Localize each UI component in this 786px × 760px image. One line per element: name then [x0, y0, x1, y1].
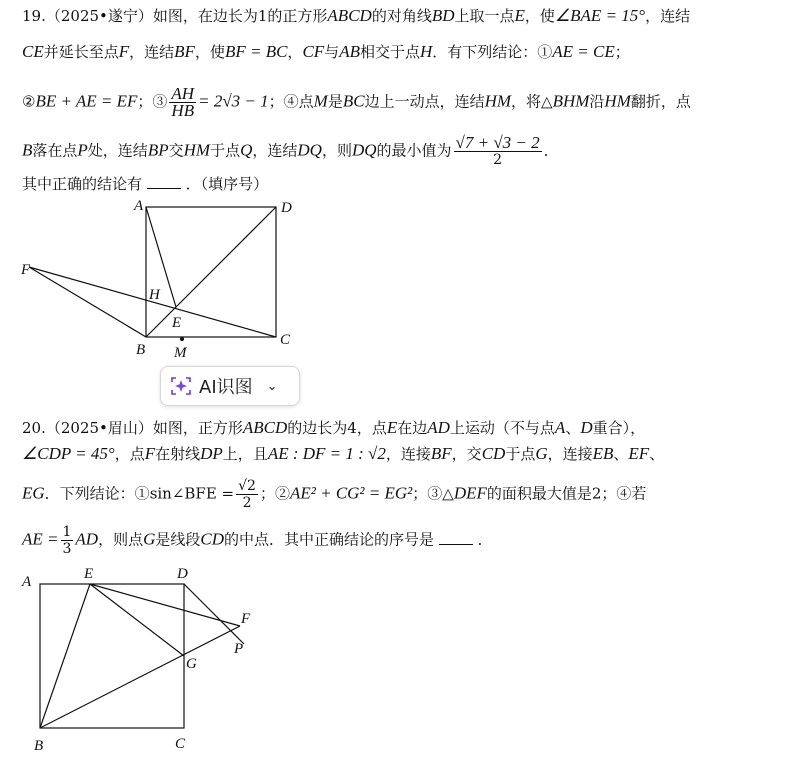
numerator: AH [171, 84, 195, 103]
text: ；③△ [412, 484, 454, 503]
math: M [313, 91, 328, 111]
q20-line-1 [22, 418, 645, 438]
label-e: E [84, 566, 94, 582]
q19-line-2 [22, 42, 630, 62]
math: BHM [552, 91, 590, 111]
denominator: HB [171, 101, 195, 120]
text: ，连结 [129, 43, 175, 61]
text: 并延长至点 [43, 43, 119, 61]
q19-line-4 [22, 135, 559, 168]
q20-line-3 [22, 478, 646, 511]
label-c: C [175, 736, 186, 752]
fraction-ah-hb [169, 86, 196, 119]
text: 与 [324, 43, 340, 61]
text: 的最小值为 [376, 141, 452, 160]
math: ∠CDP = 45° [22, 444, 115, 463]
math: P [77, 140, 88, 160]
math: BF [174, 42, 195, 61]
text: 19.（2025•遂宁）如图，在边长为1的正方形 [22, 7, 328, 25]
label-c: C [280, 332, 291, 348]
label-h: H [149, 287, 160, 303]
q20-line-2 [22, 444, 664, 464]
math: ∠BAE = 15° [554, 6, 646, 25]
text: 在射线 [155, 445, 201, 463]
text: ； [614, 43, 630, 61]
math: HM [484, 91, 512, 111]
text: ，将△ [511, 92, 553, 111]
text: ，连结 [645, 7, 691, 25]
label-d: D [177, 566, 188, 582]
math: ABCD [327, 6, 372, 25]
sparkle-icon [169, 374, 193, 398]
math: CD [481, 444, 506, 463]
text: ；③ [137, 92, 168, 111]
text: ． [543, 141, 559, 160]
text: 处，连结 [87, 141, 148, 160]
math: AE = CE [552, 42, 615, 61]
segment-fb [29, 267, 146, 337]
numerator: √7 + √3 − 2 [455, 133, 540, 152]
ai-button-label: AI识图 [199, 377, 253, 398]
denominator: 3 [62, 541, 72, 557]
math: DEF [453, 483, 487, 503]
text: 上运动（不与点 [449, 419, 555, 437]
label-b: B [34, 738, 44, 754]
text: 落在点 [32, 141, 78, 160]
text: 的对角线 [371, 7, 432, 25]
text: 翻折，点 [630, 92, 691, 111]
ai-recognize-button[interactable] [160, 366, 300, 406]
text: ．有下列结论：① [432, 43, 553, 61]
ray-dp [184, 584, 244, 644]
label-a: A [134, 198, 144, 214]
text: 其中正确的结论有 [22, 175, 143, 193]
math: F [144, 444, 156, 463]
q20-line-4 [22, 524, 493, 557]
math: = 2√3 − 1 [198, 91, 269, 111]
text: ，使 [194, 43, 225, 61]
text: ；④点 [268, 92, 314, 111]
text: ， [287, 43, 303, 61]
text: 、 [613, 445, 629, 463]
math: H [419, 42, 433, 61]
text: ，使 [524, 7, 555, 25]
text: ，连接 [385, 445, 431, 463]
text: 沿 [589, 92, 605, 111]
math: AE² + CG² = EG² [289, 483, 413, 503]
label-d: D [281, 200, 292, 216]
label-b: B [136, 342, 146, 358]
q19-line-1 [22, 6, 690, 26]
math: HM [183, 140, 211, 160]
math: AD [75, 529, 99, 549]
text: 是 [327, 92, 343, 111]
text: 的中点．其中正确结论的序号是 [224, 530, 435, 549]
label-a: A [22, 574, 32, 590]
math: Q [240, 140, 253, 160]
math: BD [431, 6, 455, 25]
math: AD [427, 418, 450, 437]
figure-q20 [16, 560, 276, 758]
text: ． [477, 530, 493, 549]
fraction-min-value [454, 135, 542, 168]
q19-line-5 [22, 174, 268, 194]
text: 上，且 [222, 445, 268, 463]
square-abcd [40, 584, 184, 728]
math: EB [592, 444, 614, 463]
text: 20.（2025•眉山）如图，正方形 [22, 419, 243, 437]
numerator: √2 [238, 478, 256, 494]
text: ，点 [114, 445, 145, 463]
denominator: 2 [242, 495, 252, 511]
label-p: P [234, 641, 244, 657]
math: AB [339, 42, 360, 61]
fraction-sqrt2-2 [236, 478, 258, 511]
answer-blank [147, 174, 181, 189]
text: 上取一点 [454, 7, 515, 25]
math: E [514, 6, 525, 25]
text: 边上一动点，连结 [364, 92, 485, 111]
text: 在边 [397, 419, 428, 437]
math: BC [342, 91, 365, 111]
text: 于点 [505, 445, 536, 463]
math: BP [147, 140, 169, 160]
text: 、 [565, 419, 581, 437]
fraction-1-3 [61, 524, 74, 557]
math: AE : DF = 1 : √2 [267, 444, 386, 463]
text: ．下列结论：① [44, 484, 150, 503]
math: HM [604, 91, 631, 111]
text: 于点 [210, 141, 241, 160]
math: D [580, 418, 593, 437]
label-f: F [241, 611, 251, 627]
text: 的面积最大值是2；④若 [486, 484, 647, 503]
numerator: 1 [62, 524, 72, 540]
text: 重合）， [592, 419, 646, 437]
math: CD [200, 529, 225, 549]
text: ，则 [321, 141, 352, 160]
text: ② [22, 92, 36, 111]
math: BE + AE = EF [35, 91, 138, 111]
text: 、 [649, 445, 665, 463]
text: ，则点 [98, 530, 144, 549]
math: G [143, 529, 156, 549]
chevron-down-icon: ⌄ [266, 378, 278, 394]
q19-line-3 [22, 86, 691, 119]
text: 是线段 [155, 530, 201, 549]
figure-q19 [16, 196, 316, 366]
math: CE [22, 42, 44, 61]
text: ；② [259, 484, 290, 503]
math: AE = [22, 529, 59, 549]
math: ABCD [242, 418, 288, 437]
math: BF [430, 444, 452, 463]
text: 交 [168, 141, 184, 160]
label-f: F [21, 262, 31, 278]
text: ．（填序号） [185, 175, 269, 193]
math: G [535, 444, 548, 463]
text: ，连结 [252, 141, 298, 160]
text: 的边长为4，点 [287, 419, 387, 437]
answer-blank [439, 530, 473, 545]
point-m [180, 337, 184, 341]
math: F [118, 42, 130, 61]
segment-eg [90, 584, 184, 656]
math: BF = BC [224, 42, 288, 61]
math: CF [302, 42, 325, 61]
math: B [22, 140, 33, 160]
math: E [386, 418, 398, 437]
label-e: E [172, 315, 182, 331]
math: A [554, 418, 566, 437]
math: DQ [297, 140, 322, 160]
text: 相交于点 [359, 43, 420, 61]
text: ，连接 [547, 445, 593, 463]
text: ，交 [451, 445, 482, 463]
math: DP [200, 444, 223, 463]
math: sin∠BFE = [149, 484, 235, 503]
math: EG [22, 483, 45, 503]
math: DQ [351, 140, 377, 160]
segment-ef [90, 584, 240, 626]
label-m: M [174, 345, 187, 361]
math: EF [628, 444, 650, 463]
label-g: G [186, 656, 197, 672]
denominator: 2 [493, 152, 503, 168]
